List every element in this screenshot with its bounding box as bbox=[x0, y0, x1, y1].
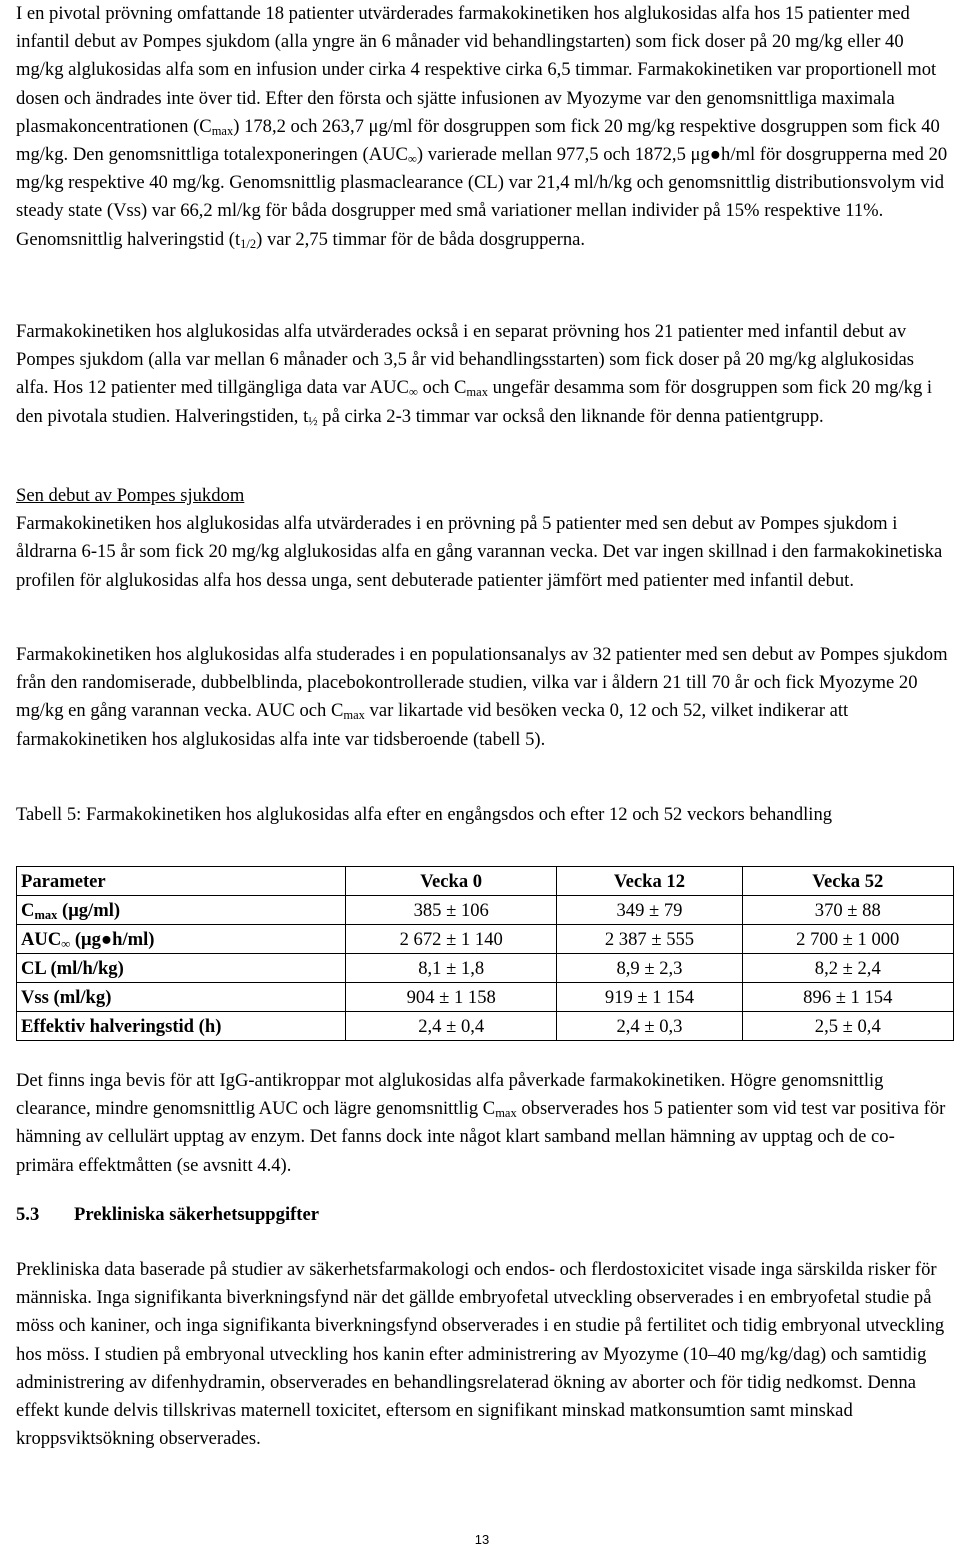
paragraph-preclinical: Prekliniska data baserade på studier av säkerhetsfarmakologi och endos- och flerdostoxicitet visade inga särskilda risker för människa. Inga signifikanta biverkningsfynd när det gällde embryofetal utveckling observerades i en embryofetal studie på möss och kaniner, och inga signifikanta biverkningsfynd observerades i en studie på fertilitet och tidig embryonal utveckling hos möss. I studien på embryonal utveckling hos kanin efter administrering av Myozyme (10–40 mg/kg/dag) och samtidig administrering av difenhydramin, observerades en behandlingsrelaterad ökning av aborter och för tidig nedkomst. Denna effekt kunde delvis tillskrivas maternell toxicitet, eftersom en signifikant minskad matkonsumtion samt minskad kroppsviktsökning observerades. bbox=[16, 1259, 945, 1450]
table-cell: 349 ± 79 bbox=[557, 896, 742, 925]
table-cell: 8,2 ± 2,4 bbox=[742, 954, 953, 983]
header-cell: Vecka 52 bbox=[742, 867, 953, 896]
table-cell: 8,9 ± 2,3 bbox=[557, 954, 742, 983]
table-cell: 2 672 ± 1 140 bbox=[346, 925, 557, 954]
table-row bbox=[17, 954, 954, 983]
section-number: 5.3 bbox=[16, 1204, 40, 1225]
header-cell: Parameter bbox=[17, 867, 346, 896]
table-row bbox=[17, 925, 954, 954]
pharmacokinetics-table bbox=[16, 866, 954, 1041]
header-cell: Vecka 0 bbox=[346, 867, 557, 896]
header-cell: Vecka 12 bbox=[557, 867, 742, 896]
table-cell: 919 ± 1 154 bbox=[557, 983, 742, 1012]
row-label: $C_{max}$ (μg/ml) bbox=[17, 896, 346, 925]
table-cell: 904 ± 1 158 bbox=[346, 983, 557, 1012]
paragraph-separate-study: Farmakokinetiken hos alglukosidas alfa utvärderades också i en separat prövning hos 21 patienter med infantil debut av Pompes sjukdom (alla var mellan 6 månader och 3,5 år vid behandlingsstarten) som fick doser på 20 mg/kg alglukosidas alfa. Hos 12 patienter med tillgängliga data var $AUC_\infty$ och $C_{max}$ ungefär desamma som för dosgruppen som fick 20 mg/kg i den pivotala studien. Halveringstiden, $t_{\frac{1}{2}}$ på cirka 2-3 timmar var också den liknande för denna patientgrupp. bbox=[16, 321, 933, 428]
table-cell: 385 ± 106 bbox=[346, 896, 557, 925]
table-caption: Tabell 5: Farmakokinetiken hos alglukosidas alfa efter en engångsdos och efter 12 och 52 veckors behandling bbox=[16, 804, 833, 825]
section-heading bbox=[16, 1201, 319, 1229]
table-cell: 2 700 ± 1 000 bbox=[742, 925, 953, 954]
table-cell: 2,4 ± 0,3 bbox=[557, 1012, 742, 1041]
table-cell: 2,5 ± 0,4 bbox=[742, 1012, 953, 1041]
row-label: CL (ml/h/kg) bbox=[17, 954, 346, 983]
table-row bbox=[17, 1012, 954, 1041]
table-row bbox=[17, 896, 954, 925]
paragraph-pivotal-study: I en pivotal prövning omfattande 18 patienter utvärderades farmakokinetiken hos alglukosidas alfa hos 15 patienter med infantil debut av Pompes sjukdom (alla yngre än 6 månader vid behandlingstarten) som fick doser på 20 mg/kg eller 40 mg/kg alglukosidas alfa som en infusion under cirka 4 respektive cirka 6,5 timmar. Farmakokinetiken var proportionell mot dosen och ändrades inte över tid. Efter den första och sjätte infusionen av Myozyme var den genomsnittliga maximala plasmakoncentrationen $(C_{max})$ 178,2 och 263,7 μg/ml för dosgruppen som fick 20 mg/kg respektive dosgruppen som fick 40 mg/kg. Den genomsnittliga totalexponeringen $(AUC_\infty)$ varierade mellan 977,5 och 1872,5 μg●h/ml för dosgrupperna med 20 mg/kg respektive 40 mg/kg. Genomsnittlig plasmaclearance (CL) var 21,4 ml/h/kg och genomsnittlig distributionsvolym vid steady state (Vss) var 66,2 ml/kg för båda dosgrupper med små variationer mellan individer på 15% respektive 11%. Genomsnittlig halveringstid $(t_{1/2})$ var 2,75 timmar för de båda dosgrupperna. bbox=[16, 3, 948, 251]
row-label: Vss (ml/kg) bbox=[17, 983, 346, 1012]
table-header-row bbox=[17, 867, 954, 896]
table-cell: 370 ± 88 bbox=[742, 896, 953, 925]
paragraph-population-analysis: Farmakokinetiken hos alglukosidas alfa studerades i en populationsanalys av 32 patienter med sen debut av Pompes sjukdom från den randomiserade, dubbelblinda, placebokontrollerade studien, vilka var i åldern 21 till 70 år och fick Myozyme 20 mg/kg en gång varannan vecka. AUC och $C_{max}$ var likartade vid besöken vecka 0, 12 och 52, vilket indikerar att farmakokinetiken hos alglukosidas alfa inte var tidsberoende (tabell 5). bbox=[16, 644, 948, 750]
table-cell: 8,1 ± 1,8 bbox=[346, 954, 557, 983]
page-number: 13 bbox=[474, 1532, 490, 1547]
section-title: Prekliniska säkerhetsuppgifter bbox=[74, 1204, 320, 1225]
table-row bbox=[17, 983, 954, 1012]
table-cell: 2 387 ± 555 bbox=[557, 925, 742, 954]
row-label: $AUC_\infty$ (μg●h/ml) bbox=[17, 925, 346, 954]
paragraph-late-onset: Farmakokinetiken hos alglukosidas alfa utvärderades i en prövning på 5 patienter med sen debut av Pompes sjukdom i åldrarna 6-15 år som fick 20 mg/kg alglukosidas alfa en gång varannan vecka. Det var ingen skillnad i den farmakokinetiska profilen för alglukosidas alfa hos dessa unga, sent debuterade patienter jämfört med patienter med infantil debut. bbox=[16, 513, 943, 591]
paragraph-antibodies: Det finns inga bevis för att IgG-antikroppar mot alglukosidas alfa påverkade farmakokinetiken. Högre genomsnittlig clearance, mindre genomsnittlig AUC och lägre genomsnittlig $C_{max}$ observerades hos 5 patienter som vid test var positiva för hämning av cellulärt upptag av enzym. Det fanns dock inte något klart samband mellan hämning av upptag och de co-primära effektmåtten (se avsnitt 4.4). bbox=[16, 1070, 946, 1176]
row-label: Effektiv halveringstid (h) bbox=[17, 1012, 346, 1041]
subheading-late-onset: Sen debut av Pompes sjukdom bbox=[16, 485, 245, 506]
section-late-onset bbox=[16, 482, 948, 595]
table-cell: 2,4 ± 0,4 bbox=[346, 1012, 557, 1041]
table-cell: 896 ± 1 154 bbox=[742, 983, 953, 1012]
